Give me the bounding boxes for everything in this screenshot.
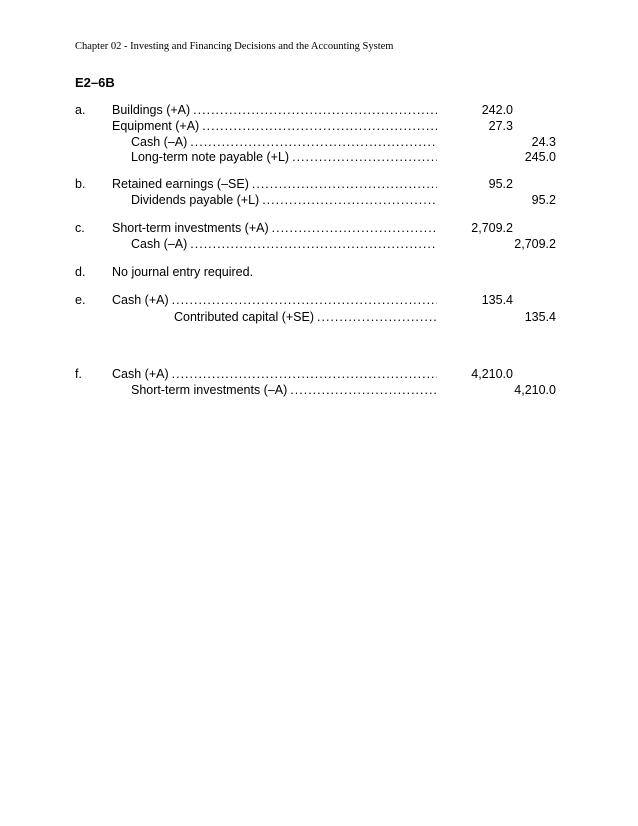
account-label: Dividends payable (+L) xyxy=(131,193,260,207)
debit-amount: 135.4 xyxy=(481,293,513,307)
dot-leader xyxy=(287,382,437,398)
dot-leader xyxy=(169,292,437,308)
entry-letter: d. xyxy=(75,265,86,279)
account-label: Cash (+A) xyxy=(112,293,169,307)
account-name xyxy=(112,118,437,134)
dot-leader xyxy=(187,236,437,252)
account-label: Cash (–A) xyxy=(131,237,188,251)
account-label: Short-term investments (+A) xyxy=(112,221,269,235)
debit-amount: 27.3 xyxy=(488,119,513,133)
credit-amount: 2,709.2 xyxy=(514,237,556,251)
account-label: Short-term investments (–A) xyxy=(131,383,288,397)
account-name xyxy=(174,309,437,325)
dot-leader xyxy=(187,134,437,150)
account-name xyxy=(112,102,437,118)
credit-amount: 4,210.0 xyxy=(514,383,556,397)
account-name xyxy=(112,366,437,382)
entry-letter: a. xyxy=(75,103,86,117)
account-name xyxy=(131,192,437,208)
account-label: No journal entry required. xyxy=(112,265,254,279)
debit-amount: 242.0 xyxy=(481,103,513,117)
dot-leader xyxy=(314,309,437,325)
credit-amount: 95.2 xyxy=(531,193,556,207)
journal-line xyxy=(0,220,638,236)
entry-letter: f. xyxy=(75,367,82,381)
exercise-title: E2–6B xyxy=(75,75,115,90)
entry-letter: e. xyxy=(75,293,86,307)
entry-letter: c. xyxy=(75,221,85,235)
dot-leader xyxy=(190,102,437,118)
account-label: Long-term note payable (+L) xyxy=(131,150,290,164)
account-name xyxy=(131,382,437,398)
journal-line xyxy=(0,366,638,382)
journal-line xyxy=(0,292,638,308)
journal-line xyxy=(0,264,638,280)
dot-leader xyxy=(169,366,437,382)
page-header: Chapter 02 - Investing and Financing Decisions and the Accounting System xyxy=(75,41,394,52)
dot-leader xyxy=(249,176,437,192)
debit-amount: 95.2 xyxy=(488,177,513,191)
entry-letter: b. xyxy=(75,177,86,191)
account-label: Contributed capital (+SE) xyxy=(174,310,315,324)
journal-line xyxy=(0,176,638,192)
journal-line xyxy=(0,102,638,118)
account-name xyxy=(131,134,437,150)
account-label: Cash (+A) xyxy=(112,367,169,381)
dot-leader xyxy=(199,118,437,134)
journal-line xyxy=(0,118,638,134)
account-name xyxy=(131,236,437,252)
journal-line xyxy=(0,309,638,325)
debit-amount: 2,709.2 xyxy=(471,221,513,235)
debit-amount: 4,210.0 xyxy=(471,367,513,381)
account-name xyxy=(112,176,437,192)
journal-line xyxy=(0,134,638,150)
account-label: Retained earnings (–SE) xyxy=(112,177,249,191)
account-name xyxy=(112,220,437,236)
journal-line xyxy=(0,149,638,165)
dot-leader xyxy=(269,220,437,236)
account-label: Cash (–A) xyxy=(131,135,188,149)
account-label: Equipment (+A) xyxy=(112,119,200,133)
dot-leader xyxy=(259,192,437,208)
account-name xyxy=(131,149,437,165)
credit-amount: 24.3 xyxy=(531,135,556,149)
account-name xyxy=(112,264,437,280)
dot-leader xyxy=(289,149,437,165)
credit-amount: 245.0 xyxy=(524,150,556,164)
journal-line xyxy=(0,382,638,398)
account-label: Buildings (+A) xyxy=(112,103,191,117)
journal-line xyxy=(0,236,638,252)
journal-line xyxy=(0,192,638,208)
credit-amount: 135.4 xyxy=(524,310,556,324)
account-name xyxy=(112,292,437,308)
